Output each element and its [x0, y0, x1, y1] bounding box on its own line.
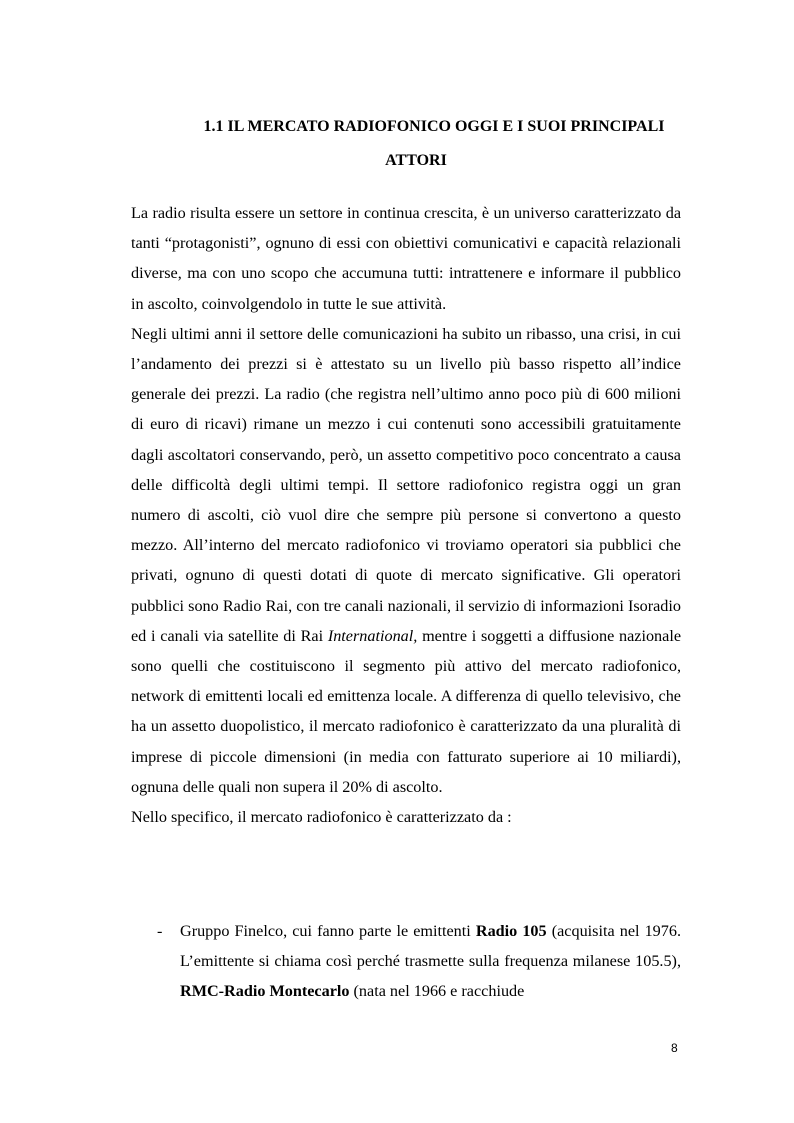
list-item-text-a: Gruppo Finelco, cui fanno parte le emittenti [180, 922, 471, 940]
paragraph-2-part-b: mentre i soggetti a diffusione nazionale sono quelli che costituiscono il segmento più attivo del mercato radiofonico, network di emittenti locali ed emittenza locale. A differenza di quello televisivo, che ha un assetto duopolistico, il mercato radiofonico è caratterizzato da una pluralità di imprese di piccole dimensioni (in media con fatturato superiore ai 10 miliardi), ognuna delle quali non supera il 20% di ascolto. [131, 626, 682, 796]
paragraph-2-italic: International, [327, 626, 418, 645]
bullet-list [131, 916, 681, 1007]
paragraph-2 [131, 319, 681, 802]
paragraph-2-part-a: Negli ultimi anni il settore delle comunicazioni ha subito un ribasso, una crisi, in cui l’andamento dei prezzi si è attestato su un livello più basso rispetto all’indice generale dei prezzi. La radio (che registra nell’ultimo anno poco più di 600 milioni di euro di ricavi) rimane un mezzo i cui contenuti sono accessibili gratuitamente dagli ascoltatori conservando, però, un assetto competitivo poco concentrato a causa delle difficoltà degli ultimi tempi. Il settore radiofonico registra oggi un gran numero di ascolti, ciò vuol dire che sempre più persone si convertono a questo mezzo. All’interno del mercato radiofonico vi troviamo operatori sia pubblici che privati, ognuno di questi dotati di quote di mercato significative. Gli operatori pubblici sono Radio Rai, con tre canali nazionali, il servizio di informazioni Isoradio ed i canali via satellite di Rai [131, 324, 681, 645]
paragraph-1: La radio risulta essere un settore in continua crescita, è un universo caratterizzato da tanti “protagonisti”, ognuno di essi con obiettivi comunicativi e capacità relazionali diverse, ma con uno scopo che accumuna tutti: intrattenere e informare il pubblico in ascolto, coinvolgendolo in tutte le sue attività. [131, 204, 681, 313]
paragraph-3: Nello specifico, il mercato radiofonico è caratterizzato da : [131, 808, 512, 827]
section-heading-line-2: ATTORI [385, 152, 447, 169]
section-heading-line-1: 1.1 IL MERCATO RADIOFONICO OGGI E I SUOI PRINCIPALI [203, 118, 665, 135]
list-item-bold-2: RMC-Radio Montecarlo [180, 982, 350, 1001]
body-text [131, 198, 681, 832]
page-number: 8 [671, 1041, 678, 1055]
section-heading [132, 110, 700, 178]
list-item-text-c: (nata nel 1966 e racchiude [353, 982, 525, 1001]
list-item [131, 916, 681, 1007]
dash-bullet: - [157, 922, 163, 940]
list-item-bold-1: Radio 105 [475, 922, 547, 940]
list-item-text-b: (acquisita nel 1976. L’emittente si chiama così perché trasmette sulla frequenza milanese 105.5), [180, 922, 682, 971]
